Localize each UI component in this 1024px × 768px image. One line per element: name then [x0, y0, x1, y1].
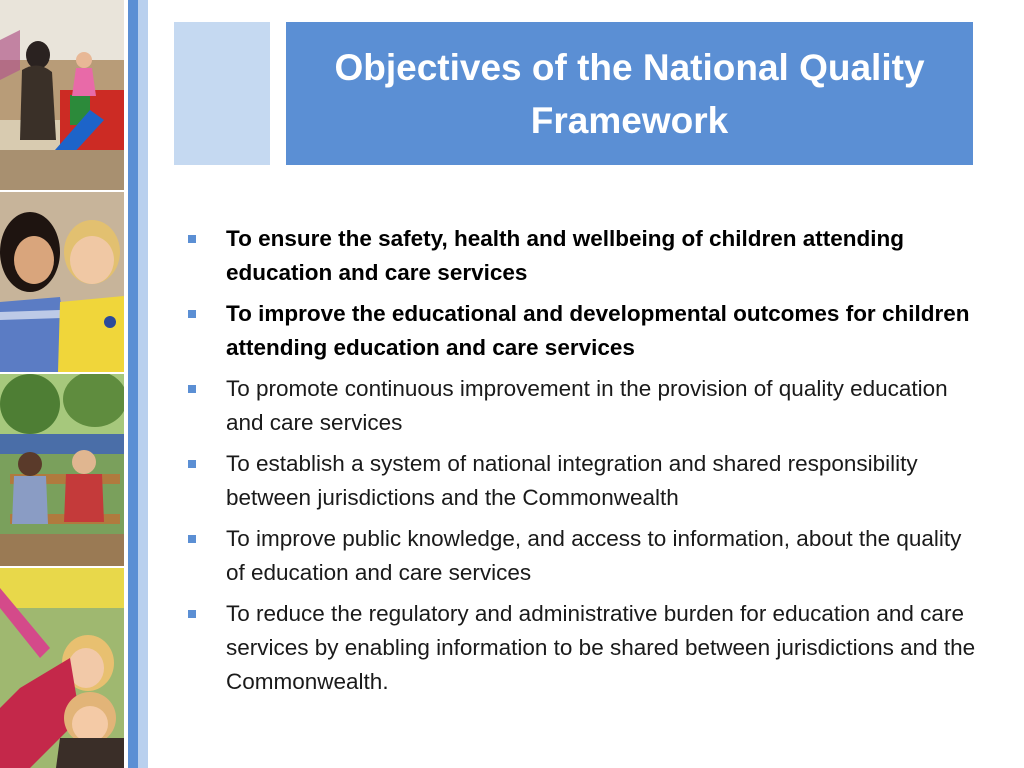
list-item-text: To establish a system of national integration and shared responsibility between jurisdictions and the Commonwealth	[226, 451, 918, 510]
list-item-text: To improve the educational and developmental outcomes for children attending education and care services	[226, 301, 970, 360]
photo-strip	[0, 0, 124, 768]
bullet-square-icon	[188, 460, 196, 468]
title-box	[286, 22, 973, 165]
list-item	[186, 372, 976, 440]
objectives-list	[186, 222, 976, 706]
divider-stripe-light-blue	[138, 0, 148, 768]
list-item	[186, 447, 976, 515]
bullet-square-icon	[188, 535, 196, 543]
photo-children-whispering	[0, 192, 124, 372]
list-item-text: To improve public knowledge, and access to information, about the quality of education and care services	[226, 526, 962, 585]
title-accent-block	[174, 22, 270, 165]
bullet-square-icon	[188, 385, 196, 393]
list-item	[186, 597, 976, 699]
list-item	[186, 222, 976, 290]
list-item	[186, 297, 976, 365]
list-item-text: To reduce the regulatory and administrative burden for education and care services by enabling information to be shared between jurisdictions and the Commonwealth.	[226, 601, 976, 694]
photo-children-laughing	[0, 568, 124, 768]
photo-children-outdoor-play	[0, 374, 124, 566]
divider-stripe-blue	[128, 0, 138, 768]
bullet-square-icon	[188, 610, 196, 618]
list-item-text: To promote continuous improvement in the provision of quality education and care services	[226, 376, 948, 435]
bullet-square-icon	[188, 235, 196, 243]
list-item	[186, 522, 976, 590]
bullet-square-icon	[188, 310, 196, 318]
slide-title: Objectives of the National Quality Framework	[334, 46, 925, 141]
photo-playground-slide	[0, 0, 124, 190]
list-item-text: To ensure the safety, health and wellbeing of children attending education and care services	[226, 226, 904, 285]
